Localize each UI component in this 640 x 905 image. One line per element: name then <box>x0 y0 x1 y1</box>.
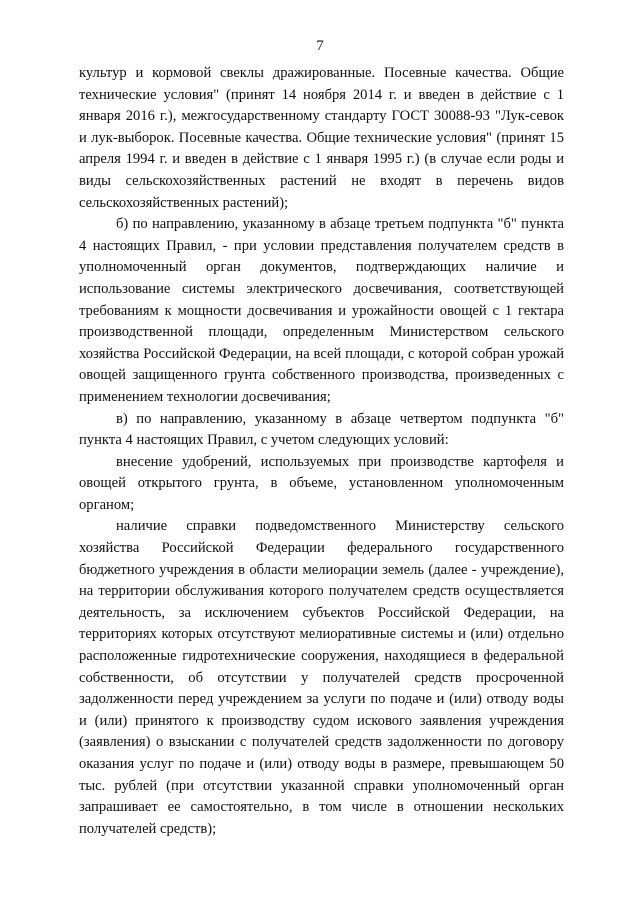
paragraph-item-b: б) по направлению, указанному в абзаце третьем подпункта "б" пункта 4 настоящих Правил, - при условии представления получателем средств в уполномоченный орган документов, подтверждающих наличие и использование системы электрического досвечивания, соответствующей требованиям к мощности досвечивания и урожайности овощей с 1 гектара производственной площади, определенным Министерством сельского хозяйства Российской Федерации, на всей площади, с которой собран урожай овощей защищенного грунта собственного производства, произведенных с применением технологии досвечивания; <box>79 216 564 405</box>
paragraph-fertilizer-condition: внесение удобрений, используемых при производстве картофеля и овощей открытого грунта, в объеме, установленном уполномоченным органом; <box>79 453 564 513</box>
page-number: 7 <box>316 38 324 54</box>
document-body <box>79 63 564 840</box>
paragraph-certificate-condition: наличие справки подведомственного Министерству сельского хозяйства Российской Федерации федерального государственного бюджетного учреждения в области мелиорации земель (далее - учреждение), на территории обслуживания которого получателем средств осуществляется деятельность, за исключением субъектов Российской Федерации, на территориях которых отсутствуют мелиоративные системы и (или) отдельно расположенные гидротехнические сооружения, находящиеся в федеральной собственности, об отсутствии у получателей средств просроченной задолженности перед учреждением за услуги по подаче и (или) отводу воды и (или) принятого к производству судом искового заявления учреждения (заявления) о взыскании с получателей средств задолженности по договору оказания услуг по подаче и (или) отводу воды в размере, превышающем 50 тыс. рублей (при отсутствии указанной справки уполномоченный орган запрашивает ее самостоятельно, в том числе в отношении нескольких получателей средств); <box>79 518 564 837</box>
paragraph-continuation: культур и кормовой свеклы дражированные. Посевные качества. Общие технические условия" (принят 14 ноября 2014 г. и введен в действие с 1 января 2016 г.), межгосударственному стандарту ГОСТ 30088-93 "Лук-севок и лук-выборок. Посевные качества. Общие технические условия" (принят 15 апреля 1994 г. и введен в действие с 1 января 1995 г.) (в случае если роды и виды сельскохозяйственных растений не входят в перечень видов сельскохозяйственных растений); <box>79 65 564 211</box>
paragraph-item-v: в) по направлению, указанному в абзаце четвертом подпункта "б" пункта 4 настоящих Правил, с учетом следующих условий: <box>79 410 564 449</box>
